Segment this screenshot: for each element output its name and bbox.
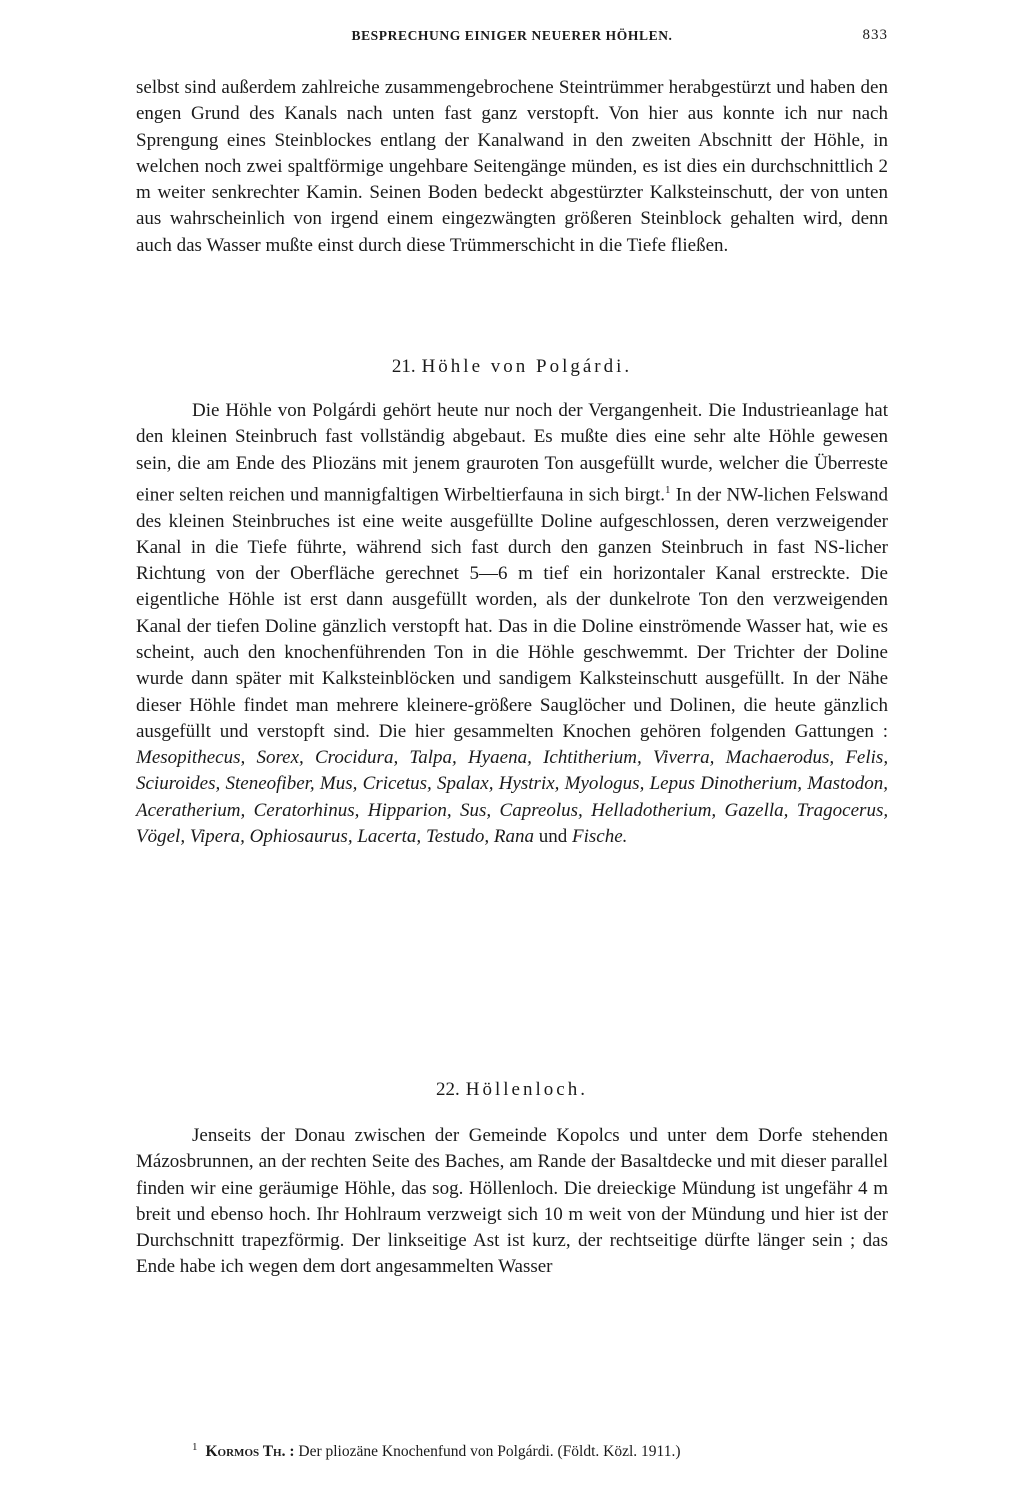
genus-name: Vögel, [136,826,186,848]
genus-name: Capreolus, [499,799,583,821]
genus-name: Myologus, [564,773,645,795]
running-head [136,28,888,52]
genus-name: Dinotherium, [700,773,803,795]
paragraph-polgardi [136,398,888,850]
genus-name: Tragocerus, [796,799,889,821]
genus-name: Steneofiber, [225,773,315,795]
section-number: 22. [436,1079,460,1100]
genus-name: Spalax, [437,773,494,795]
genus-name: Vipera, [189,826,245,848]
genera-joiner: und [538,826,568,848]
footnote [192,1437,888,1462]
section-title: Höllenloch. [465,1079,588,1100]
genus-name: Aceratherium, [136,799,246,821]
genus-name: Ceratorhinus, [253,799,360,821]
genus-name: Mesopithecus, [136,747,246,769]
text-block-continuation [136,75,888,259]
genus-name: Ophiosaurus, [249,826,353,848]
genus-name: Cricetus, [362,773,432,795]
genus-name: Lacerta, [357,826,422,848]
section-number: 21. [391,356,416,377]
genus-name: Lepus [649,773,695,795]
section-title: Höhle von Polgárdi. [421,356,633,377]
genus-name: Ichtitherium, [543,747,642,769]
genera-list [136,747,888,847]
genus-name: Testudo, [425,826,490,848]
genus-name: Hyaena, [468,747,532,769]
genus-name: Fische. [571,826,628,848]
paragraph-text-continued: In der NW-lichen Felswand des kleinen Steinbruches ist eine weite ausgefüllte Doline aufgeschlossen, deren verzweigender Kanal in die Tiefe führte, während sich fast durch den ganzen Steinbruch in fast NS-licher Richtung von der Oberfläche gerechnet 5—6 m tief ein horizontaler Kanal erstreckte. Die eigentliche Höhle ist erst dann ausgefüllt worden, als der dunkelrote Ton den verzweigenden Kanal der tiefen Doline gänzlich verstopft hat. Das in die Doline einströmende Wasser hat, wie es scheint, auch den knochenführenden Ton in die Höhle geschwemmt. Der Trichter der Doline wurde dann später mit Kalksteinblöcken und sandigem Kalksteinschutt ausgefüllt. In der Nähe dieser Höhle findet man mehrere kleinere-größere Sauglöcher und Dolinen, die heute gänzlich ausgefüllt und verstopft sind. Die hier gesammelten Knochen gehören folgenden Gattungen : [136,484,888,742]
paragraph-hoellenloch: Jenseits der Donau zwischen der Gemeinde Kopolcs und unter dem Dorfe stehenden Mázosbrunnen, an der rechten Seite des Baches, am Rande der Basaltdecke und mit dieser parallel finden wir eine geräumige Höhle, das sog. Höllenloch. Die dreieckige Mündung ist ungefähr 4 m breit und ebenso hoch. Ihr Hohlraum verzweigt sich 10 m weit von der Mündung und hier ist der Durchschnitt trapezförmig. Der linkseitige Ast ist kurz, der rechtseitige dürfte länger sein ; das Ende habe ich wegen dem dort angesammelten Wasser [136,1125,888,1278]
paragraph-text: Die Höhle von Polgárdi gehört heute nur noch der Vergangenheit. Die Industrieanlage hat den kleinen Steinbruch fast vollständig abgebaut. Es mußte dies eine sehr alte Höhle gewesen sein, die am Ende des Pliozäns mit jenem grauroten Ton ausgefüllt wurde, welcher die Überreste einer selten reichen und mannigfaltigen Wirbeltierfauna in sich birgt. [136,400,888,506]
genus-name: Viverra, [652,747,715,769]
footnote-author: Kormos Th. : [205,1443,295,1461]
running-title: BESPRECHUNG EINIGER NEUERER HÖHLEN. [351,28,673,43]
genus-name: Sus, [460,799,492,821]
genus-name: Rana [493,826,534,848]
genus-name: Hystrix, [498,773,560,795]
genus-name: Sorex, [256,747,304,769]
section-heading-22 [136,1079,888,1101]
page-number: 833 [862,27,888,43]
genus-name: Gazella, [724,799,789,821]
section-heading-21 [136,356,888,378]
genus-name: Hipparion, [367,799,452,821]
paragraph-continuation: selbst sind außerdem zahlreiche zusammengebrochene Steintrümmer herabgestürzt und haben den engen Grund des Kanals nach unten fast ganz verstopft. Von hier aus konnte ich nur nach Sprengung eines Steinblockes entlang der Kanalwand in den zweiten Abschnitt der Höhle, in welchen noch zwei spaltförmige ungehbare Seitengänge münden, es ist dies ein durchschnittlich 2 m weiter senkrechter Kamin. Seinen Boden bedeckt abgestürzter Kalksteinschutt, der von unten aus wahrscheinlich von irgend einem eingezwängten größeren Steinblock gehalten wird, denn auch das Wasser mußte einst durch diese Trümmerschicht in die Tiefe fließen. [136,77,888,256]
genus-name: Crocidura, [314,747,399,769]
text-block-hoellenloch [136,1123,888,1281]
footnote-mark: 1 [192,1441,198,1453]
genus-name: Sciuroides, [136,773,221,795]
genus-name: Mus, [319,773,358,795]
genus-name: Mastodon, [807,773,889,795]
genus-name: Helladotherium, [591,799,717,821]
genus-name: Machaerodus, [725,747,835,769]
footnote-reference[interactable]: 1 [665,483,671,496]
genus-name: Talpa, [409,747,457,769]
footnote-text: Der pliozäne Knochenfund von Polgárdi. (Földt. Közl. 1911.) [294,1443,681,1461]
genus-name: Felis, [845,747,889,769]
text-block-polgardi [136,398,888,850]
